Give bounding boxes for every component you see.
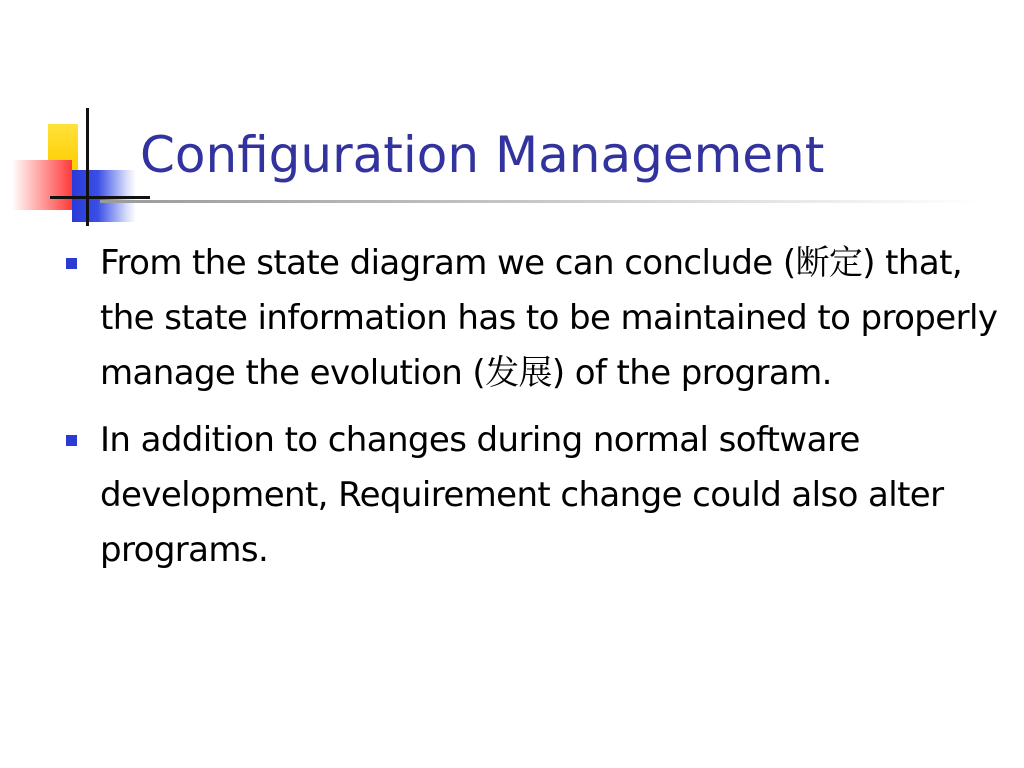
logo-vertical-line (86, 108, 89, 226)
bullet-list (60, 236, 1010, 590)
bullet-text: From the state diagram we can conclude (断定) that, the state information has to be maintained to properly manage the evolution (发展) of the program. (100, 243, 998, 393)
bullet-text: In addition to changes during normal software development, Requirement change could also alter programs. (100, 420, 944, 570)
logo-horizontal-line (50, 196, 150, 199)
title-divider (100, 200, 980, 203)
list-item (60, 236, 1010, 401)
square-bullet-icon (66, 435, 77, 446)
logo-red-square (12, 160, 72, 210)
square-bullet-icon (66, 258, 77, 269)
slide-title: Configuration Management (140, 126, 825, 184)
list-item (60, 413, 1010, 578)
